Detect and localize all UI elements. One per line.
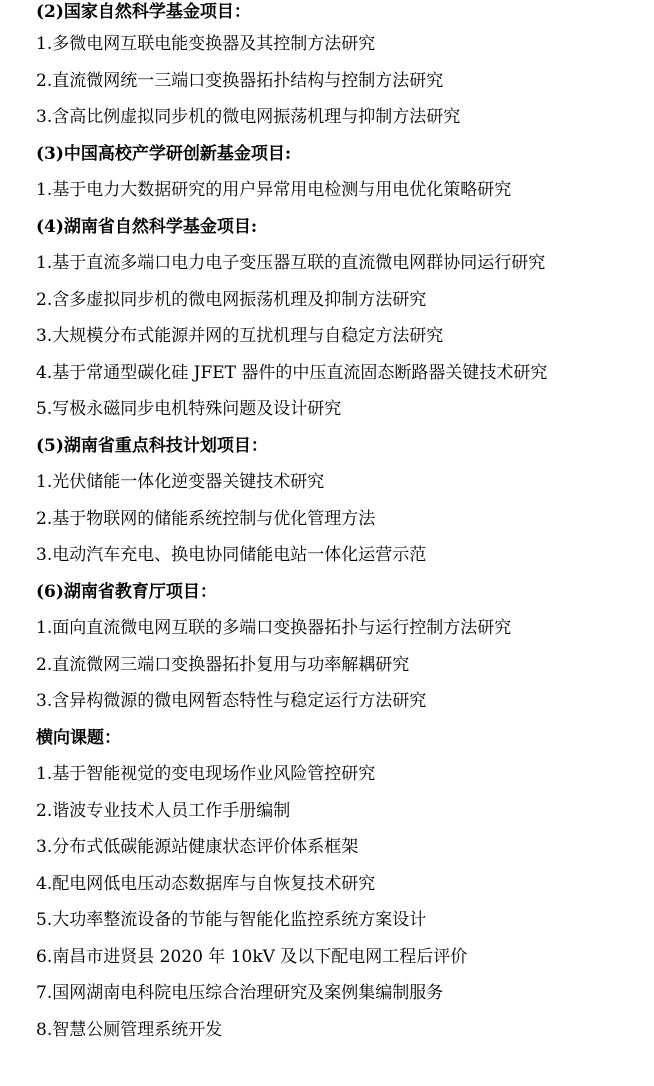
section-heading: (2)国家自然科学基金项目： (36, 2, 251, 22)
list-item: 2.基于物联网的储能系统控制与优化管理方法 (36, 508, 376, 529)
list-item: 4.配电网低电压动态数据库与自恢复技术研究 (36, 873, 376, 894)
list-item: 1.基于智能视觉的变电现场作业风险管控研究 (36, 764, 376, 784)
list-item: 3.含异构微源的微电网暂态特性与稳定运行方法研究 (36, 691, 427, 711)
list-item: 8.智慧公厕管理系统开发 (36, 1019, 223, 1040)
section-heading: (6)湖南省教育厅项目： (36, 581, 217, 602)
list-item: 3.大规模分布式能源并网的互扰机理与自稳定方法研究 (36, 326, 444, 346)
list-item: 1.基于电力大数据研究的用户异常用电检测与用电优化策略研究 (36, 180, 512, 200)
list-item: 3.含高比例虚拟同步机的微电网振荡机理与抑制方法研究 (36, 107, 461, 127)
list-item: 1.光伏储能一体化逆变器关键技术研究 (36, 472, 325, 492)
section-heading: (3)中国高校产学研创新基金项目: (36, 143, 292, 164)
list-item: 7.国网湖南电科院电压综合治理研究及案例集编制服务 (36, 983, 444, 1003)
list-item: 2.直流微网统一三端口变换器拓扑结构与控制方法研究 (36, 70, 444, 91)
list-item: 6.南昌市进贤县 2020 年 10kV 及以下配电网工程后评价 (36, 946, 468, 967)
list-item: 1.多微电网互联电能变换器及其控制方法研究 (36, 34, 376, 54)
project-list-document (36, 0, 646, 1048)
list-item: 3.电动汽车充电、换电协同储能电站一体化运营示范 (36, 545, 427, 565)
list-item: 5.大功率整流设备的节能与智能化监控系统方案设计 (36, 910, 427, 930)
section-heading: (5)湖南省重点科技计划项目： (36, 435, 268, 456)
list-item: 2.谐波专业技术人员工作手册编制 (36, 800, 291, 821)
list-item: 1.面向直流微电网互联的多端口变换器拓扑与运行控制方法研究 (36, 618, 512, 638)
list-item: 2.直流微网三端口变换器拓扑复用与功率解耦研究 (36, 654, 410, 675)
list-item: 2.含多虚拟同步机的微电网振荡机理及抑制方法研究 (36, 289, 427, 310)
list-item: 5.写极永磁同步电机特殊问题及设计研究 (36, 399, 342, 419)
list-item: 4.基于常通型碳化硅 JFET 器件的中压直流固态断路器关键技术研究 (36, 362, 548, 383)
section-heading: (4)湖南省自然科学基金项目: (36, 216, 258, 237)
section-heading: 横向课题： (36, 727, 121, 748)
list-item: 3.分布式低碳能源站健康状态评价体系框架 (36, 837, 359, 857)
list-item: 1.基于直流多端口电力电子变压器互联的直流微电网群协同运行研究 (36, 253, 546, 273)
